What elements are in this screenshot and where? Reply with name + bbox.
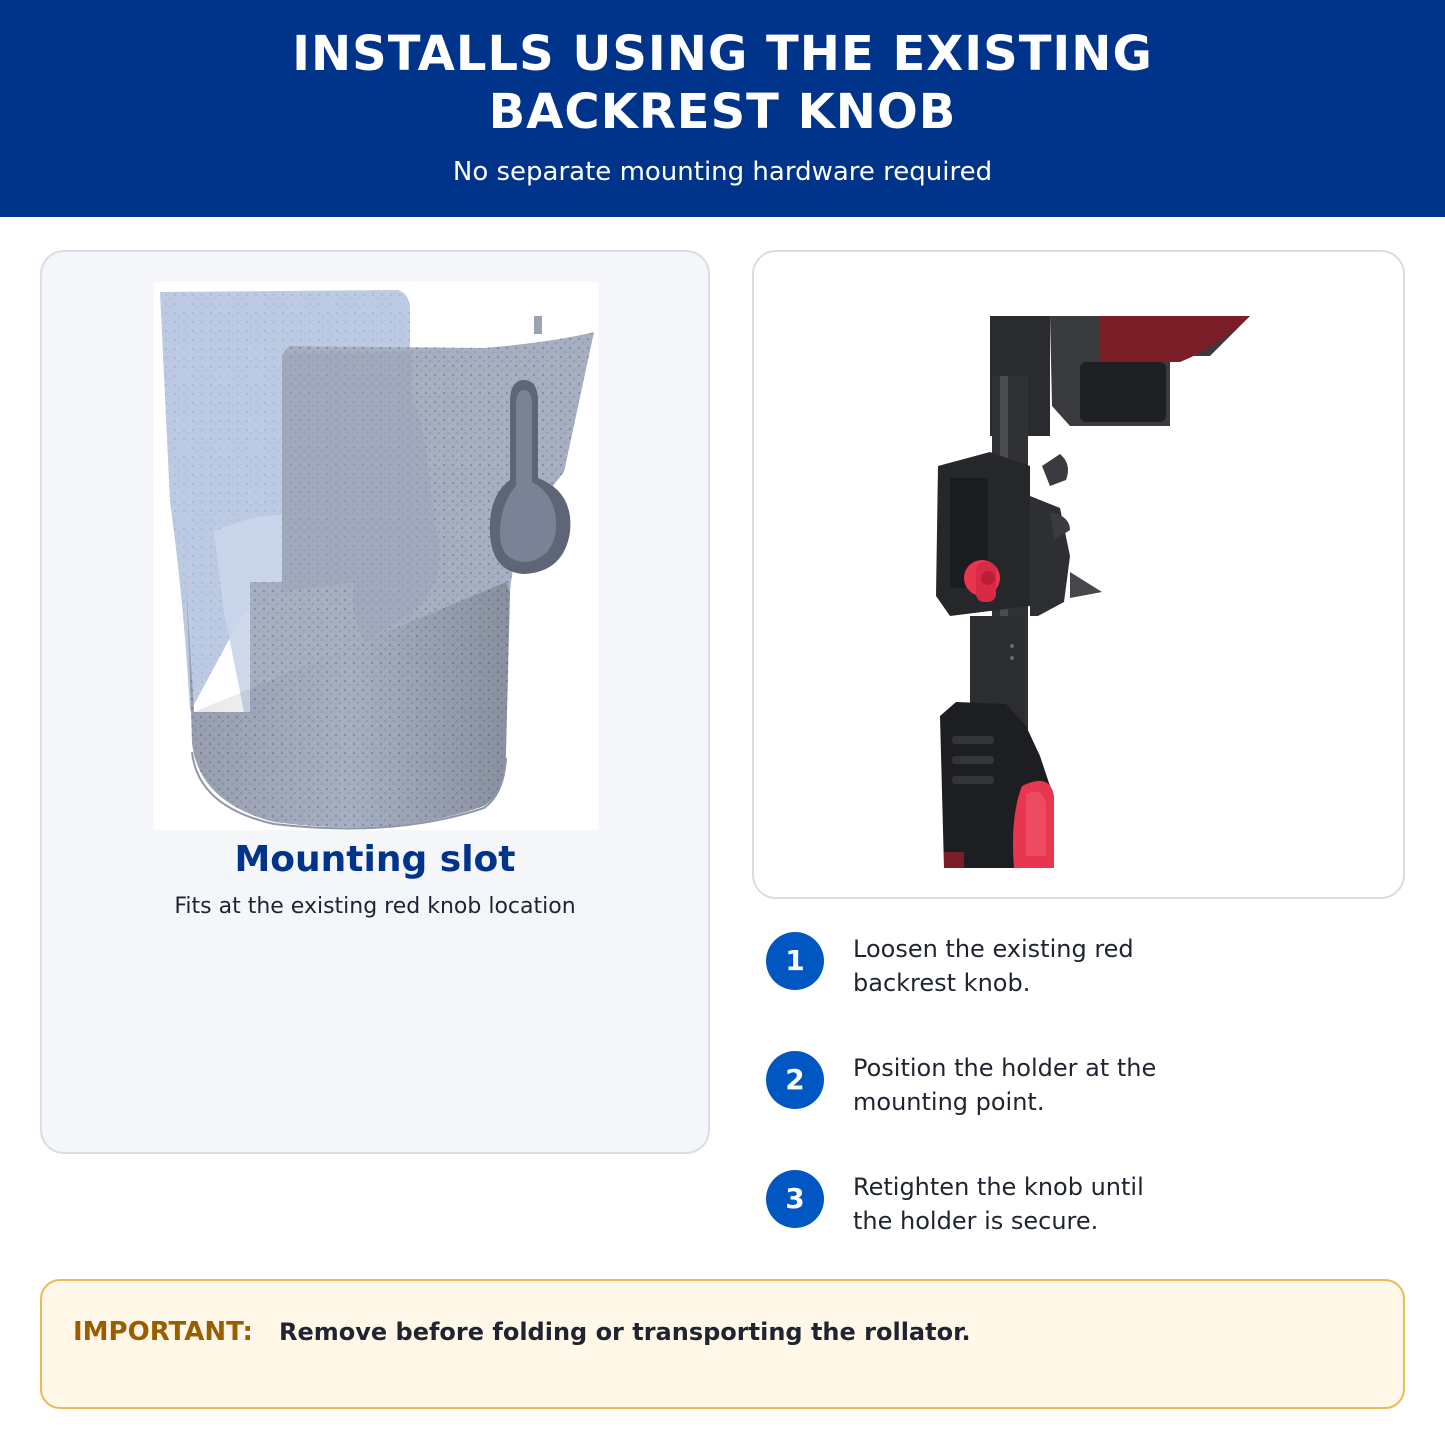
step-text-line-1: Loosen the existing red — [853, 935, 1134, 963]
step-2 — [766, 1051, 1386, 1131]
step-text-line-2: backrest knob. — [853, 969, 1031, 997]
page-title-line-1: INSTALLS USING THE EXISTING — [292, 26, 1153, 82]
page-title — [0, 25, 1445, 141]
step-text-line-2: the holder is secure. — [853, 1207, 1099, 1235]
step-3 — [766, 1170, 1386, 1250]
step-text — [853, 1170, 1193, 1238]
mounting-slot-title: Mounting slot — [234, 839, 516, 880]
step-text-line-1: Retighten the knob until — [853, 1173, 1144, 1201]
page-title-line-2: BACKREST KNOB — [488, 84, 957, 140]
step-number-badge: 1 — [766, 932, 824, 990]
notice-message: Remove before folding or transporting the rollator. — [279, 1318, 971, 1346]
step-text — [853, 1051, 1193, 1119]
mounting-slot-description: Fits at the existing red knob location — [174, 894, 576, 919]
important-notice — [40, 1279, 1405, 1409]
step-text — [853, 932, 1193, 1000]
step-1 — [766, 932, 1386, 1012]
page-subtitle: No separate mounting hardware required — [452, 157, 993, 187]
step-number-badge: 3 — [766, 1170, 824, 1228]
step-number-badge: 2 — [766, 1051, 824, 1109]
header-banner — [0, 0, 1445, 217]
cup-holder-photo — [154, 282, 598, 830]
notice-label: IMPORTANT: — [73, 1317, 253, 1347]
step-text-line-2: mounting point. — [853, 1088, 1045, 1116]
step-text-line-1: Position the holder at the — [853, 1054, 1157, 1082]
rollator-backrest-knob-photo — [930, 316, 1250, 868]
